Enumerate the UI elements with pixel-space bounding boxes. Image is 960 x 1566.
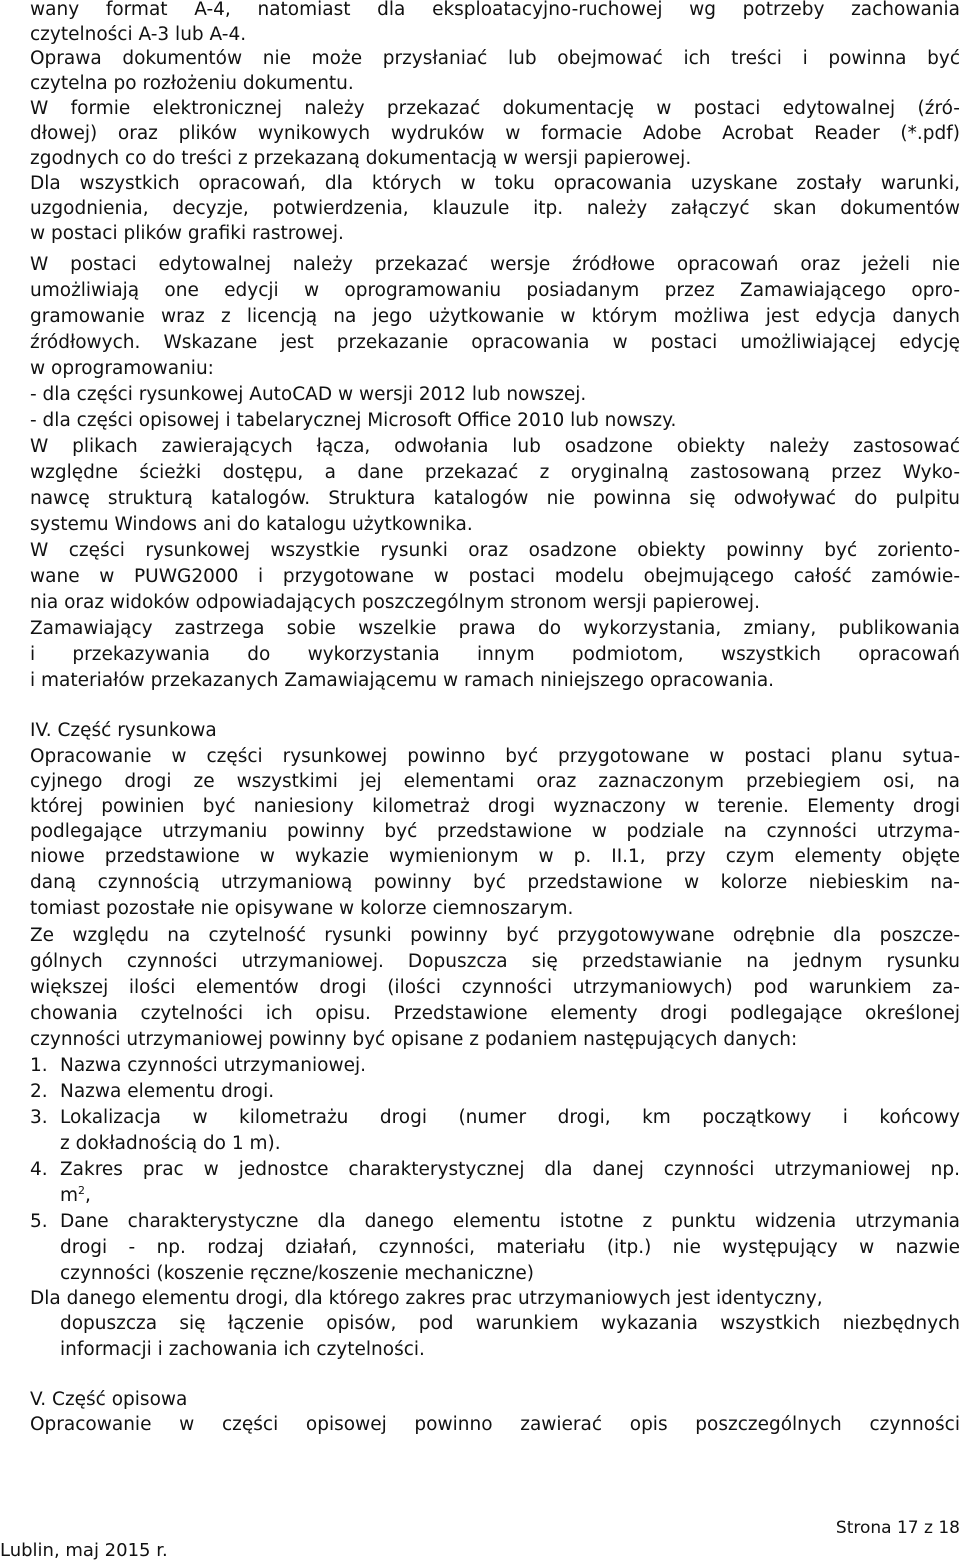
text-line: nawcę strukturą katalogów. Struktura katalogów nie powinna się odwoływać do pulpitu xyxy=(30,488,960,509)
text-line: - dla części rysunkowej AutoCAD w wersji 2012 lub nowszej. xyxy=(30,384,587,405)
text-line: której powinien być naniesiony kilometraż drogi wyznaczony w terenie. Elementy drogi xyxy=(30,796,960,817)
list-number: 4. xyxy=(30,1159,48,1180)
list-text: Lokalizacja w kilometrażu drogi (numer drogi, km początkowy i końcowy xyxy=(60,1107,960,1128)
section-heading: IV. Część rysunkowa xyxy=(30,720,217,741)
text-line: gólnych czynności utrzymaniowej. Dopuszcza się przedstawianie na jednym rysunku xyxy=(30,951,960,972)
superscript: 2 xyxy=(78,1183,86,1197)
text-line: gramowanie wraz z licencją na jego użytkowanie w którym możliwa jest edycja danych xyxy=(30,306,960,327)
list-text xyxy=(60,1183,960,1209)
text-line: cyjnego drogi ze wszystkimi jej elementami oraz zaznaczonym przebiegiem osi, na xyxy=(30,771,960,792)
text-line: zgodnych co do treści z przekazaną dokumentacją w wersji papierowej. xyxy=(30,148,692,169)
text-line: i przekazywania do wykorzystania innym podmiotom, wszystkich opracowań xyxy=(30,644,960,665)
text-line: umożliwiają one edycji w oprogramowaniu posiadanym przez Zamawiającego opro- xyxy=(30,280,960,301)
text-line: W postaci edytowalnej należy przekazać wersje źródłowe opracowań oraz jeżeli nie xyxy=(30,254,960,275)
text-line: Opracowanie w części opisowej powinno zawierać opis poszczególnych czynności xyxy=(30,1414,960,1435)
text-line: W formie elektronicznej należy przekazać dokumentację w postaci edytowalnej (źró- xyxy=(30,98,960,119)
list-text: z dokładnością do 1 m). xyxy=(60,1133,281,1154)
text-line: Dla danego elementu drogi, dla którego zakres prac utrzymaniowych jest identyczny, xyxy=(30,1288,823,1309)
list-number: 5. xyxy=(30,1211,48,1232)
list-number: 2. xyxy=(30,1081,48,1102)
text-line: źródłowych. Wskazane jest przekazanie opracowania w postaci umożliwiającej edycję xyxy=(30,332,960,353)
text-line: - dla części opisowej i tabelarycznej Microsoft Office 2010 lub nowszy. xyxy=(30,410,677,431)
text-line: nia oraz widoków odpowiadających poszczególnym stronom wersji papierowej. xyxy=(30,592,760,613)
list-number: 1. xyxy=(30,1055,48,1076)
list-text: Nazwa elementu drogi. xyxy=(60,1081,275,1102)
text-line: wane w PUWG2000 i przygotowane w postaci modelu obejmującego całość zamówie- xyxy=(30,566,960,587)
section-heading: V. Część opisowa xyxy=(30,1389,188,1410)
text-line: W części rysunkowej wszystkie rysunki oraz osadzone obiekty powinny być zoriento- xyxy=(30,540,960,561)
text-line: Oprawa dokumentów nie może przysłaniać lub obejmować ich treści i powinna być xyxy=(30,48,960,69)
page-number: Strona 17 z 18 xyxy=(835,1518,960,1538)
text-line: systemu Windows ani do katalogu użytkownika. xyxy=(30,514,473,535)
unit-text: m xyxy=(60,1185,79,1206)
list-text: drogi - np. rodzaj działań, czynności, materiału (itp.) nie występujący w nazwie xyxy=(60,1237,960,1258)
text-line: podlegające utrzymaniu powinny być przedstawione w podziale na czynności utrzyma- xyxy=(30,821,960,842)
list-text: Nazwa czynności utrzymaniowej. xyxy=(60,1055,366,1076)
text-line: wany format A-4, natomiast dla eksploatacyjno-ruchowej wg potrzeby zachowania xyxy=(30,0,960,20)
list-text: czynności (koszenie ręczne/koszenie mechaniczne) xyxy=(60,1263,535,1284)
list-text: Dane charakterystyczne dla danego elementu istotne z punktu widzenia utrzymania xyxy=(60,1211,960,1232)
text-line: większej ilości elementów drogi (ilości czynności utrzymaniowych) pod warunkiem za- xyxy=(30,977,960,998)
list-text: informacji i zachowania ich czytelności. xyxy=(60,1339,425,1360)
text-line: względne ścieżki dostępu, a dane przekazać z oryginalną zastosowaną przez Wyko- xyxy=(30,462,960,483)
text-line: daną czynnością utrzymaniową powinny być przedstawione w kolorze niebieskim na- xyxy=(30,872,960,893)
text-line: Dla wszystkich opracowań, dla których w toku opracowania uzyskane zostały warunki, xyxy=(30,173,960,194)
list-number: 3. xyxy=(30,1107,48,1128)
text-line: niowe przedstawione w wykazie wymienionym w p. II.1, przy czym elementy objęte xyxy=(30,846,960,867)
punctuation: , xyxy=(85,1185,91,1206)
text-line: Opracowanie w części rysunkowej powinno być przygotowane w postaci planu sytua- xyxy=(30,746,960,767)
text-line: w postaci plików grafiki rastrowej. xyxy=(30,223,344,244)
text-line: Zamawiający zastrzega sobie wszelkie prawa do wykorzystania, zmiany, publikowania xyxy=(30,618,960,639)
text-line: uzgodnienia, decyzje, potwierdzenia, klauzule itp. należy załączyć skan dokumentów xyxy=(30,198,960,219)
text-line: czynności utrzymaniowej powinny być opisane z podaniem następujących danych: xyxy=(30,1029,798,1050)
text-line: tomiast pozostałe nie opisywane w kolorze ciemnoszarym. xyxy=(30,898,574,919)
text-line: Ze względu na czytelność rysunki powinny być przygotowywane odrębnie dla poszcze- xyxy=(30,925,960,946)
text-line: czytelności A-3 lub A-4. xyxy=(30,24,247,45)
place-date: Lublin, maj 2015 r. xyxy=(0,1540,168,1561)
text-line: w oprogramowaniu: xyxy=(30,358,214,379)
text-line: W plikach zawierających łącza, odwołania lub osadzone obiekty należy zastosować xyxy=(30,436,960,457)
list-text: Zakres prac w jednostce charakterystycznej dla danej czynności utrzymaniowej np. xyxy=(60,1159,960,1180)
text-line: czytelna po rozłożeniu dokumentu. xyxy=(30,73,354,94)
text-line: i materiałów przekazanych Zamawiającemu w ramach niniejszego opracowania. xyxy=(30,670,775,691)
text-line: dłowej) oraz plików wynikowych wydruków w formacie Adobe Acrobat Reader (*.pdf) xyxy=(30,123,960,144)
list-text: dopuszcza się łączenie opisów, pod warunkiem wykazania wszystkich niezbędnych xyxy=(60,1313,960,1334)
text-line: chowania czytelności ich opisu. Przedstawione elementy drogi podlegające określonej xyxy=(30,1003,960,1024)
